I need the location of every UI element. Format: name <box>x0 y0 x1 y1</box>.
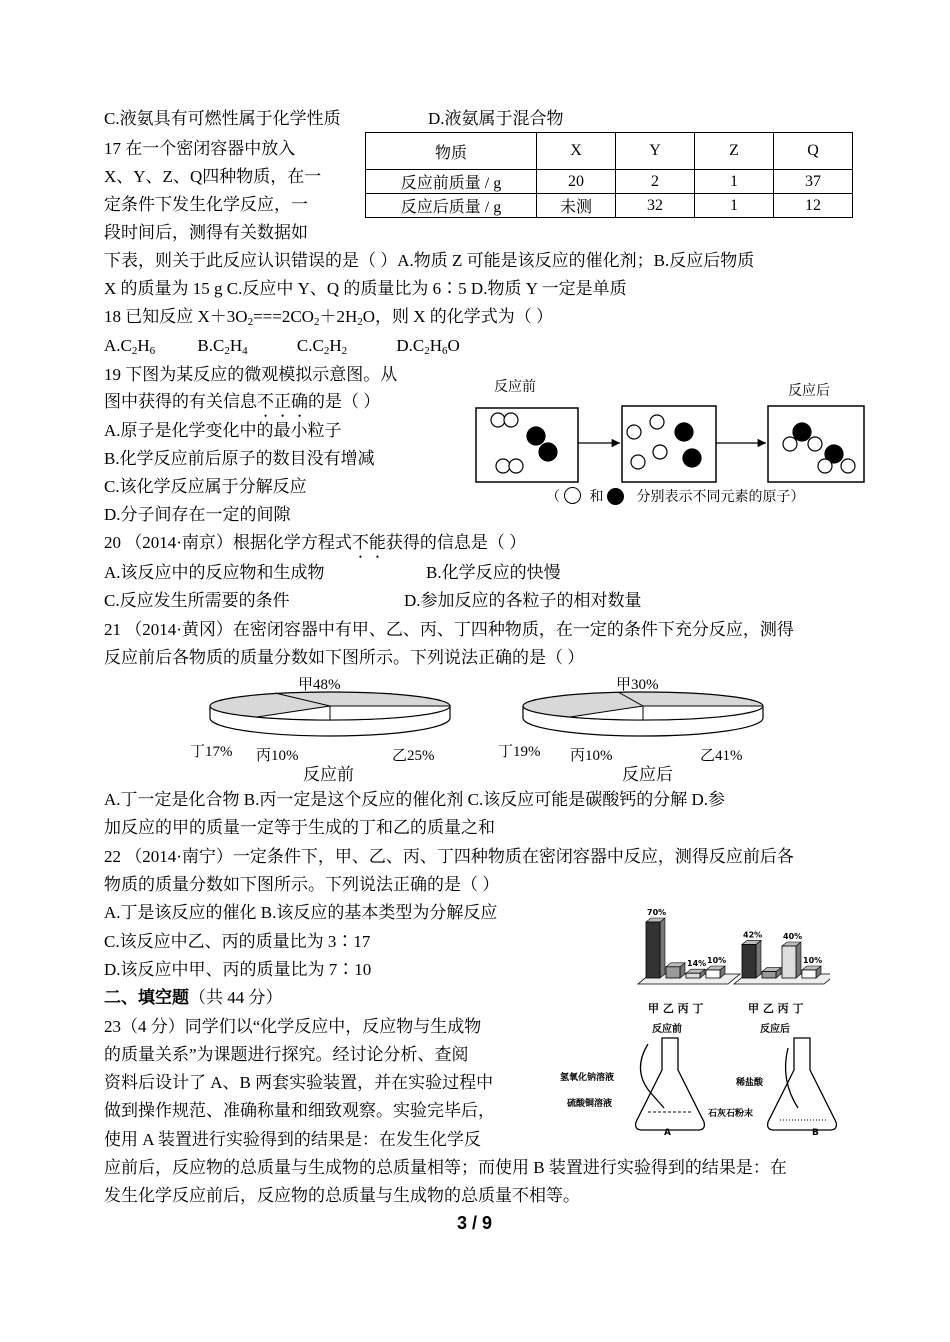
table-row <box>366 194 853 218</box>
white-atom-icon <box>491 413 505 427</box>
q21-options-line2: 加反应的甲的质量一定等于生成的丁和乙的质量之和 <box>104 818 495 837</box>
table-cell: 1 <box>695 194 774 218</box>
q17-line3: 定条件下发生化学反应，一 <box>104 195 308 214</box>
bar-乙 <box>762 968 781 978</box>
q20-option-d: D.参加反应的各粒子的相对数量 <box>404 591 642 610</box>
q19-line1: 19 下图为某反应的微观模拟示意图。从 <box>104 365 398 384</box>
q18-option-b: $B.C_2H_4$ <box>197 336 248 357</box>
q20-stem: 20 （2014·南京）根据化学方程式不能获得的信息是（ ） <box>104 533 527 552</box>
table-header-cell: X <box>537 133 616 170</box>
black-atom-icon <box>793 423 811 441</box>
pie-caption-after: 反应后 <box>622 765 673 784</box>
bar-x-labels: 甲 乙 丙 丁 <box>648 1002 704 1015</box>
table-cell: 反应后质量 / g <box>366 194 537 218</box>
bar-乙 <box>666 963 685 978</box>
q22-line2: 物质的质量分数如下图所示。下列说法正确的是（ ） <box>104 875 500 894</box>
bar-data-label: 40% <box>783 932 803 941</box>
q19-option-a: A.原子是化学变化中的最小粒子 <box>104 421 342 440</box>
table-cell: 1 <box>695 170 774 194</box>
tube-b-icon <box>786 1048 798 1108</box>
white-atom-icon <box>509 459 523 473</box>
q19-option-b: B.化学反应前后原子的数目没有增减 <box>104 449 375 468</box>
section-title: 二、填空题（共 44 分） <box>104 988 283 1007</box>
bar-data-label: 10% <box>707 956 727 965</box>
micro-before-label: 反应前 <box>494 379 536 395</box>
table-cell: 37 <box>774 170 853 194</box>
table-header-cell: 物质 <box>366 133 537 170</box>
micro-after-label: 反应后 <box>788 383 830 399</box>
flask-a-icon <box>636 1038 705 1130</box>
table-cell: 未测 <box>537 194 616 218</box>
pie-label-ding: 丁17% <box>190 744 233 760</box>
emphasis-text: 不能 <box>351 533 386 552</box>
page-number: 3 / 9 <box>457 1213 493 1233</box>
label-naoh: 氢氧化钠溶液 <box>560 1073 615 1083</box>
table-cell: 20 <box>537 170 616 194</box>
bar-甲 <box>742 940 761 978</box>
bar-丁 <box>706 966 725 978</box>
q20-option-c: C.反应发生所需要的条件 <box>104 591 290 610</box>
bar-data-label: 14% <box>687 959 707 969</box>
pie-label-bing: 丙10% <box>256 748 299 764</box>
q23-line5: 使用 A 装置进行实验得到的结果是：在发生化学反 <box>104 1130 481 1149</box>
q19-option-c: C.该化学反应属于分解反应 <box>104 477 307 496</box>
pie-label-yi: 乙25% <box>392 748 435 764</box>
table-header-cell: Z <box>695 133 774 170</box>
option-d-ammonia: D.液氨属于混合物 <box>428 109 564 128</box>
table-cell: 32 <box>616 194 695 218</box>
middle-box <box>622 406 716 482</box>
q23-line6: 应前后，反应物的总质量与生成物的总质量相等；而使用 B 装置进行实验得到的结果是：在 <box>104 1158 787 1177</box>
q18-option-d: $D.C_2H_6O$ <box>396 336 460 357</box>
table-header-row <box>366 133 853 170</box>
q18-options <box>104 335 460 357</box>
table-header-cell: Y <box>616 133 695 170</box>
bar-x-labels: 甲 乙 丙 丁 <box>748 1002 804 1015</box>
white-atom-icon <box>841 459 855 473</box>
white-atom-icon <box>818 459 832 473</box>
q21-line1: 21 （2014·黄冈）在密闭容器中有甲、乙、丙、丁四种物质，在一定的条件下充分反应，测得 <box>104 620 794 639</box>
pie-chart-after <box>518 690 768 740</box>
bar-甲 <box>646 918 665 978</box>
white-atom-icon <box>627 425 641 439</box>
table-cell: 2 <box>616 170 695 194</box>
emphasis-text: 不正确 <box>257 392 308 411</box>
black-atom-icon <box>527 427 545 445</box>
label-b: B <box>812 1128 819 1138</box>
bar-data-label: 70% <box>647 908 667 917</box>
q17-line6: X 的质量为 15 g C.反应中 Y、Q 的质量比为 6∶5 D.物质 Y 一定是单质 <box>104 279 627 298</box>
label-a: A <box>664 1128 671 1138</box>
black-atom-icon <box>675 423 693 441</box>
q22-line1: 22 （2014·南宁）一定条件下，甲、乙、丙、丁四种物质在密闭容器中反应，测得反应前后各 <box>104 847 794 866</box>
q18-option-a: $A.C_2H_6$ <box>104 336 156 357</box>
white-atom-icon <box>808 437 822 451</box>
white-atom-icon <box>653 445 667 459</box>
q23-line2: 的质量关系”为课题进行探究。经讨论分析、查阅 <box>104 1045 469 1064</box>
white-atom-icon <box>631 455 645 469</box>
pie-label-ding: 丁19% <box>498 744 541 760</box>
black-atom-icon <box>539 443 557 461</box>
pie-label-jia: 甲48% <box>298 677 341 693</box>
q22-option-ab: A.丁是该反应的催化 B.该反应的基本类型为分解反应 <box>104 903 498 922</box>
white-atom-icon <box>564 487 581 504</box>
q20-option-b: B.化学反应的快慢 <box>426 563 561 582</box>
bar-丙 <box>782 942 801 978</box>
q18-part: O，则 X 的化学式为（ ） <box>362 307 554 326</box>
q17-line5: 下表，则关于此反应认识错误的是（ ）A.物质 Z 可能是该反应的催化剂；B.反应后物质 <box>104 251 755 270</box>
q18-part: ===2CO <box>253 307 314 326</box>
q17-data-table <box>365 132 853 218</box>
q22-option-c: C.该反应中乙、丙的质量比为 3∶17 <box>104 932 371 951</box>
q18-part: 18 已知反应 X＋3O <box>104 307 248 326</box>
pie-label-bing: 丙10% <box>570 748 613 764</box>
bar-caption-before: 反应前 <box>652 1024 682 1035</box>
black-atom-icon <box>607 488 624 505</box>
q19-option-d: D.分子间存在一定的间隙 <box>104 505 291 524</box>
table-row <box>366 170 853 194</box>
option-c-ammonia: C.液氨具有可燃性属于化学性质 <box>104 109 341 128</box>
micro-legend: （ 和 分别表示不同元素的原子） <box>546 489 805 505</box>
table-header-cell: Q <box>774 133 853 170</box>
white-atom-icon <box>496 459 510 473</box>
table-cell: 12 <box>774 194 853 218</box>
micro-diagram <box>470 400 870 485</box>
label-hcl: 稀盐酸 <box>736 1078 764 1088</box>
table-cell: 反应前质量 / g <box>366 170 537 194</box>
q19-line2: 图中获得的有关信息不正确的是（ ） <box>104 392 381 411</box>
bar-data-label: 42% <box>743 930 763 940</box>
white-atom-icon <box>650 415 664 429</box>
flask-b-icon <box>768 1038 837 1130</box>
label-limestone: 石灰石粉末 <box>708 1109 754 1119</box>
q23-line1: 23（4 分）同学们以“化学反应中，反应物与生成物 <box>104 1017 482 1036</box>
q21-line2: 反应前后各物质的质量分数如下图所示。下列说法正确的是（ ） <box>104 648 585 667</box>
q23-line3: 资料后设计了 A、B 两套实验装置，并在实验过程中 <box>104 1073 494 1092</box>
pie-label-yi: 乙41% <box>700 748 743 764</box>
q22-option-d: D.该反应中甲、丙的质量比为 7∶10 <box>104 960 372 979</box>
q17-line4: 段时间后，测得有关数据如 <box>104 223 308 242</box>
bar-丁 <box>802 966 821 978</box>
label-cuso4: 硫酸铜溶液 <box>567 1099 613 1109</box>
pie-chart-before <box>205 690 455 740</box>
white-atom-icon <box>783 437 797 451</box>
pie-caption-before: 反应前 <box>303 765 354 784</box>
bar-data-label: 10% <box>803 956 823 965</box>
q18-option-c: $C.C_2H_2$ <box>296 336 348 357</box>
q23-line4: 做到操作规范、准确称量和细致观察。实验完毕后， <box>104 1101 495 1120</box>
bar-caption-after: 反应后 <box>760 1024 790 1035</box>
q21-options-line1: A.丁一定是化合物 B.丙一定是这个反应的催化剂 C.该反应可能是碳酸钙的分解 D.参 <box>104 790 725 809</box>
q17-line2: X、Y、Z、Q四种物质，在一 <box>104 167 322 186</box>
q20-option-a: A.该反应中的反应物和生成物 <box>104 563 325 582</box>
tube-a-icon <box>640 1044 664 1108</box>
pie-label-jia: 甲30% <box>616 677 659 693</box>
q18-part: ＋2H <box>319 307 358 326</box>
white-atom-icon <box>504 413 518 427</box>
bar-chart-area <box>630 872 830 1002</box>
q18-stem: 18 已知反应 $X+3O_2===2CO_2+2H_2O$，则 X 的化学式为（ ） <box>104 307 554 328</box>
black-atom-icon <box>683 449 701 467</box>
q17-line1: 17 在一个密闭容器中放入 <box>104 139 296 158</box>
q23-line7: 发生化学反应前后，反应物的总质量与生成物的总质量不相等。 <box>104 1186 580 1205</box>
